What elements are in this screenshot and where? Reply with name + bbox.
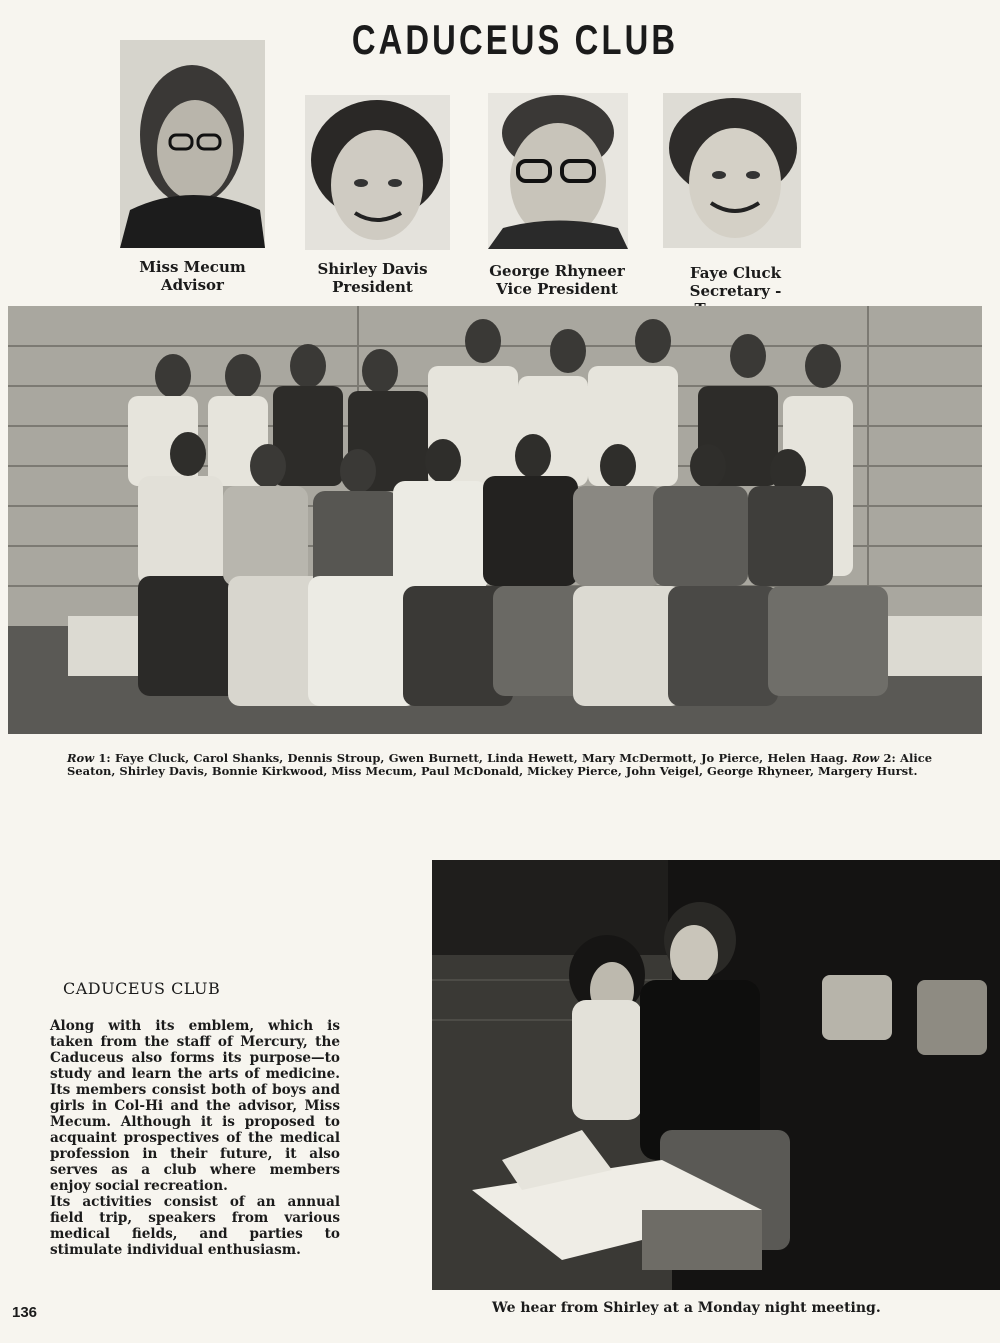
meeting-photo: [432, 860, 1000, 1290]
officer-caption-vice-president: [472, 262, 642, 298]
officer-name: George Rhyneer: [489, 262, 625, 280]
row-1-names: 1: Faye Cluck, Carol Shanks, Dennis Stroup, Gwen Burnett, Linda Hewett, Mary McDermott, Jo Pierce, Helen Haag.: [94, 751, 853, 765]
page-title: CADUCEUS CLUB: [351, 16, 679, 63]
group-photo: [8, 306, 982, 734]
officer-role: Secretary -: [689, 282, 782, 300]
page-number: 136: [12, 1304, 38, 1321]
meeting-photo-caption: We hear from Shirley at a Monday night meeting.: [492, 1300, 881, 1316]
article-paragraph-2: Its activities consist of an annual field trip, speakers from various medical fields, and parties to stimulate individual enthusiasm.: [50, 1194, 340, 1258]
officer-role: President: [332, 278, 413, 296]
officer-caption-advisor: [110, 258, 275, 294]
officer-name: Miss Mecum: [139, 258, 246, 276]
row-1-label: Row: [67, 751, 95, 765]
article-heading: CADUCEUS CLUB: [63, 979, 221, 998]
portrait-advisor: [120, 40, 265, 248]
portrait-president: [305, 95, 450, 250]
article-body: [50, 1018, 340, 1258]
row-2-label: Row: [852, 751, 880, 765]
article-paragraph-1: Along with its emblem, which is taken from the staff of Mercury, the Caduceus also forms its purpose—to study and learn the arts of medicine. Its members consist both of boys and girls in Col-Hi and the advisor, Miss Mecum. Although it is proposed to acquaint prospectives of the medical profession in their future, it also serves as a club where members enjoy social recreation.: [50, 1018, 340, 1194]
officer-role: Vice President: [496, 280, 618, 298]
officer-caption-president: [290, 260, 455, 296]
portrait-vice-president: [488, 93, 628, 249]
portrait-secretary-treasurer: [663, 93, 801, 248]
group-photo-caption: [67, 752, 932, 778]
officer-name: Faye Cluck: [689, 264, 782, 282]
officer-name: Shirley Davis: [317, 260, 428, 278]
row-2-names: 2: Alice Seaton, Shirley Davis, Bonnie Kirkwood, Miss Mecum, Paul McDonald, Mickey Pierce, John Veigel, George Rhyneer, Margery Hurst.: [67, 751, 933, 778]
officer-role: Advisor: [161, 276, 224, 294]
